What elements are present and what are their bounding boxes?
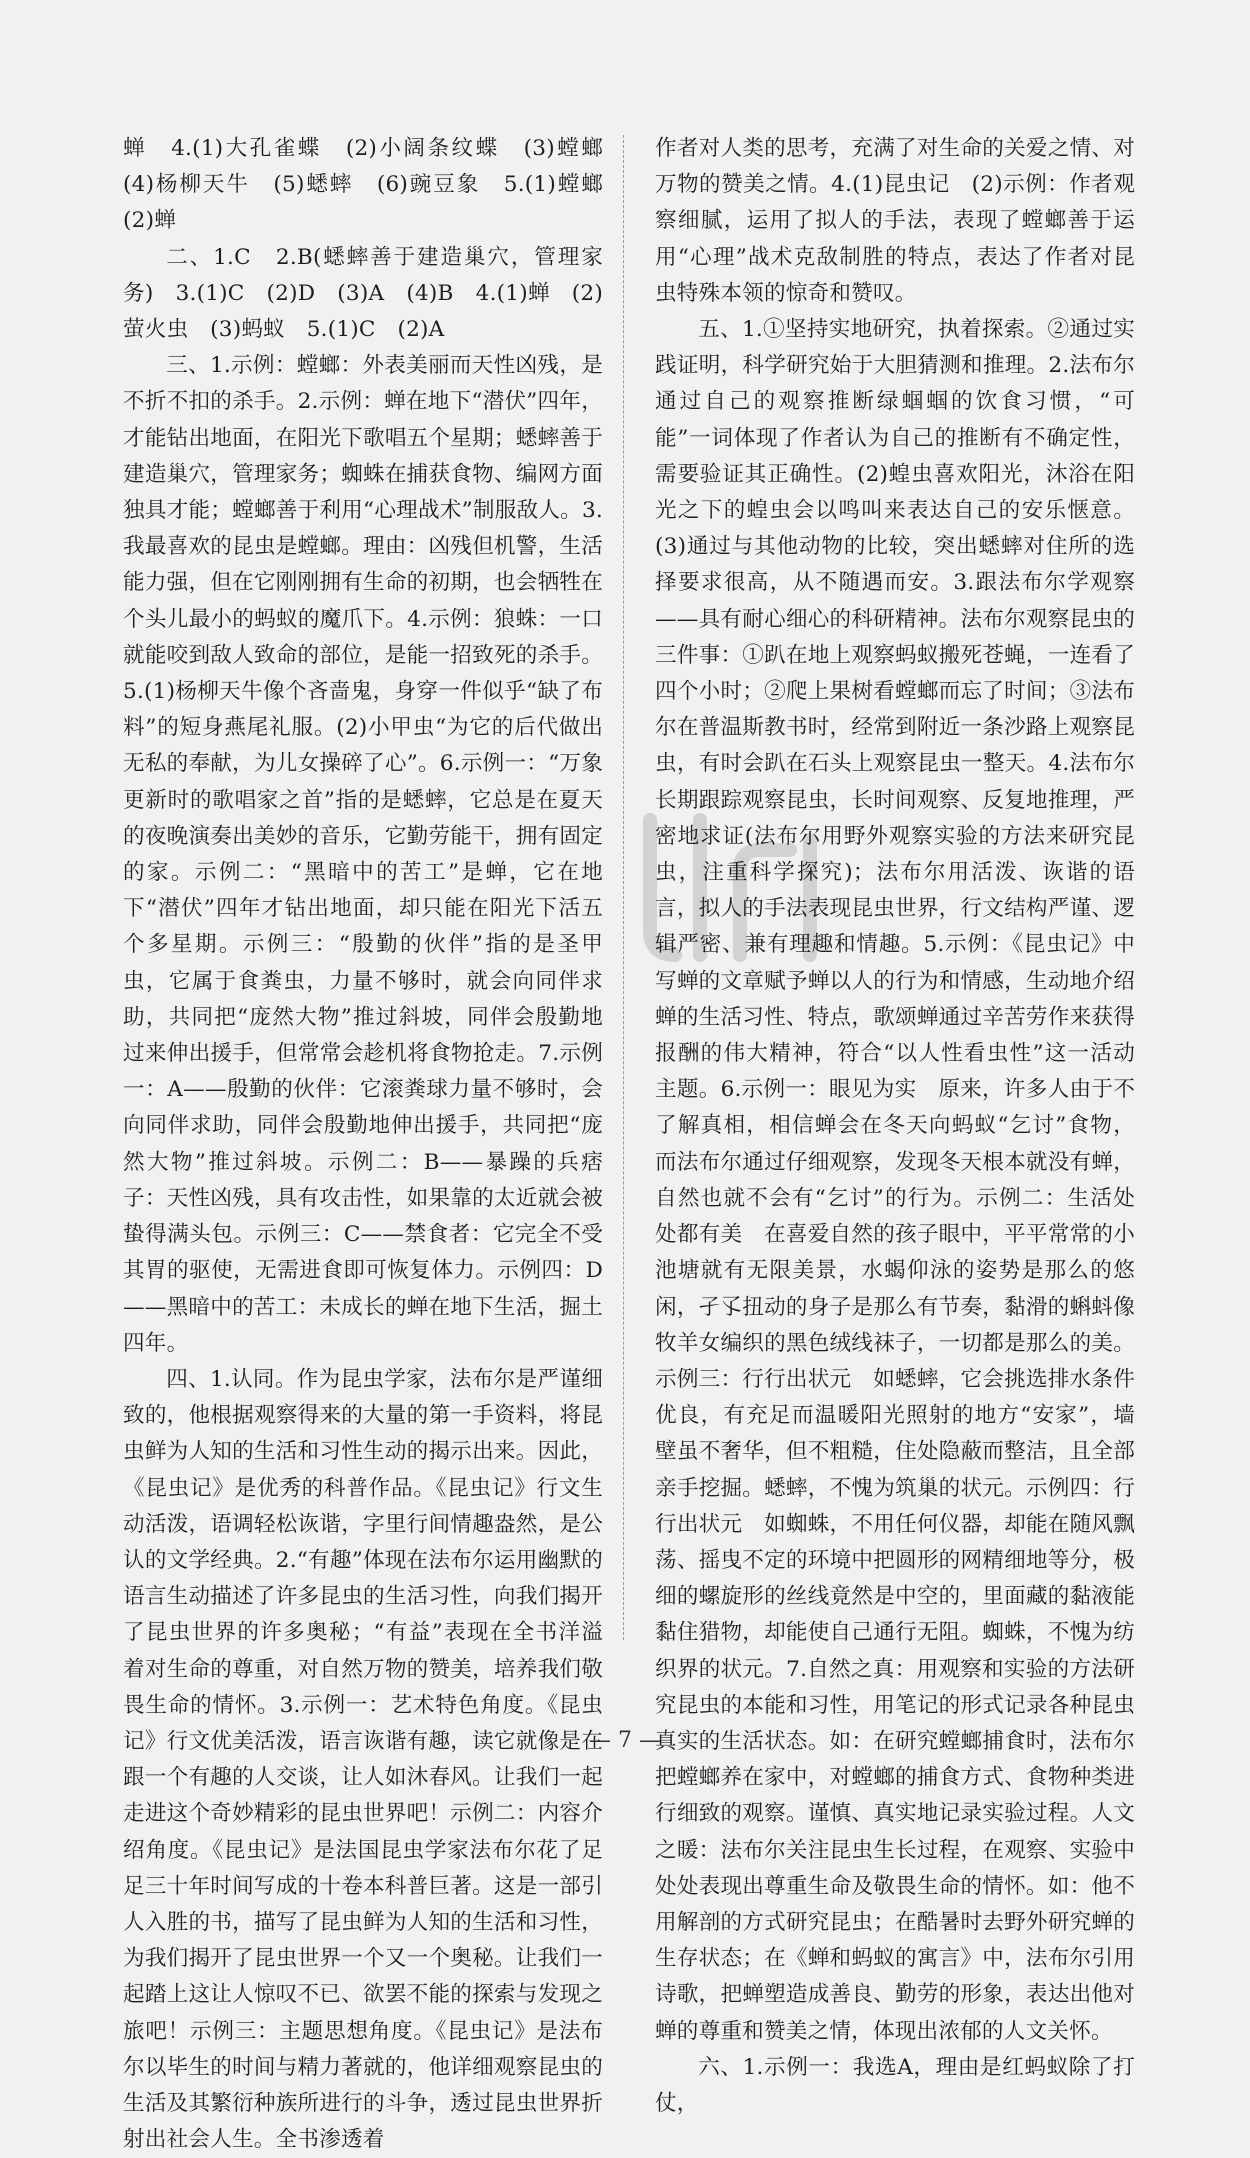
page-number: — 7 — (589, 1728, 661, 1753)
watermark-logo (620, 780, 860, 980)
left-column (123, 131, 625, 2158)
answer-section-2: 二、1.C 2.B(蟋蟀善于建造巢穴，管理家务) 3.(1)C (2)D (3)A (4)B 4.(1)蝉 (2)萤火虫 (3)蚂蚁 5.(1)C (2)A (123, 244, 603, 343)
answer-section-5: 五、1.①坚持实地研究，执着探索。②通过实践证明，科学研究始于大胆猜测和推理。2.法布尔通过自己的观察推断绿蝈蝈的饮食习惯，“可能”一词体现了作者认为自己的推断有不确定性，需要验证其正确性。(2)蝗虫喜欢阳光，沐浴在阳光之下的蝗虫会以鸣叫来表达自己的安乐惬意。(3)通过与其他动物的比较，突出蟋蟀对住所的选择要求很高，从不随遇而安。3.跟法布尔学观察——具有耐心细心的科研精神。法布尔观察昆虫的三件事：①趴在地上观察蚂蚁搬死苍蝇，一连看了四个小时；②爬上果树看螳螂而忘了时间；③法布尔在普温斯教书时，经常到附近一条沙路上观察昆虫，有时会趴在石头上观察昆虫一整天。4.法布尔长期跟踪观察昆虫，长时间观察、反复地推理，严密地求证(法布尔用野外观察实验的方法来研究昆虫，注重科学探究)；法布尔用活泼、诙谐的语言，拟人的手法表现昆虫世界，行文结构严谨、逻辑严密、兼有理趣和情趣。5.示例：《昆虫记》中写蝉的文章赋予蝉以人的行为和情感，生动地介绍蝉的生活习性、特点，歌颂蝉通过辛苦劳作来获得报酬的伟大精神，符合“以人性看虫性”这一活动主题。6.示例一：眼见为实 原来，许多人由于不了解真相，相信蝉会在冬天向蚂蚁“乞讨”食物，而法布尔通过仔细观察，发现冬天根本就没有蝉，自然也就不会有“乞讨”的行为。示例二：生活处处都有美 在喜爱自然的孩子眼中，平平常常的小池塘就有无限美景，水蝎仰泳的姿势是那么的悠闲，孑孓扭动的身子是那么有节奏，黏滑的蝌蚪像牧羊女编织的黑色绒线袜子，一切都是那么的美。示例三：行行出状元 如蟋蟀，它会挑选排水条件优良，有充足而温暖阳光照射的地方“安家”，墙壁虽不奢华，但不粗糙，住处隐蔽而整洁，且全部亲手挖掘。蟋蟀，不愧为筑巢的状元。示例四：行行出状元 如蜘蛛，不用任何仪器，却能在随风飘荡、摇曳不定的环境中把圆形的网精细地等分，极细的螺旋形的丝线竟然是中空的，里面藏的黏液能黏住猎物，却能使自己通行无阻。蜘蛛，不愧为纺织界的状元。7.自然之真：用观察和实验的方法研究昆虫的本能和习性，用笔记的形式记录各种昆虫真实的生活状态。如：在研究螳螂捕食时，法布尔把螳螂养在家中，对螳螂的捕食方式、食物种类进行细致的观察。谨慎、真实地记录实验过程。人文之暖：法布尔关注昆虫生长过程，在观察、实验中处处表现出尊重生命及敬畏生命的情怀。如：他不用解剖的方式研究昆虫；在酷暑时去野外研究蝉的生存状态；在《蝉和蚂蚁的寓言》中，法布尔引用诗歌，把蝉塑造成善良、勤劳的形象，表达出他对蝉的尊重和赞美之情，体现出浓郁的人文关怀。 (655, 317, 1135, 2044)
answer-section-6: 六、1.示例一：我选A，理由是红蚂蚁除了打仗， (655, 2054, 1135, 2116)
answer-section-3: 三、1.示例：螳螂：外表美丽而天性凶残，是不折不扣的杀手。2.示例：蝉在地下“潜伏”四年，才能钻出地面，在阳光下歌唱五个星期；蟋蟀善于建造巢穴，管理家务；蜘蛛在捕获食物、编网方面独具才能；螳螂善于利用“心理战术”制服敌人。3.我最喜欢的昆虫是螳螂。理由：凶残但机警，生活能力强，但在它刚刚拥有生命的初期，也会牺牲在个头儿最小的蚂蚁的魔爪下。4.示例：狼蛛：一口就能咬到敌人致命的部位，是能一招致死的杀手。5.(1)杨柳天牛像个吝啬鬼，身穿一件似乎“缺了布料”的短身燕尾礼服。(2)小甲虫“为它的后代做出无私的奉献，为儿女操碎了心”。6.示例一：“万象更新时的歌唱家之首”指的是蟋蟀，它总是在夏天的夜晚演奏出美妙的音乐，它勤劳能干，拥有固定的家。示例二：“黑暗中的苦工”是蝉，它在地下“潜伏”四年才钻出地面，却只能在阳光下活五个多星期。示例三：“殷勤的伙伴”指的是圣甲虫，它属于食粪虫，力量不够时，就会向同伴求助，共同把“庞然大物”推过斜坡，同伴会殷勤地过来伸出援手，但常常会趁机将食物抢走。7.示例一：A——殷勤的伙伴：它滚粪球力量不够时，会向同伴求助，同伴会殷勤地伸出援手，共同把“庞然大物”推过斜坡。示例二：B——暴躁的兵痞子：天性凶残，具有攻击性，如果靠的太近就会被蛰得满头包。示例三：C——禁食者：它完全不受其胃的驱使，无需进食即可恢复体力。示例四：D——黑暗中的苦工：未成长的蝉在地下生活，掘土四年。 (123, 353, 603, 1356)
answer-section-4-cont: 作者对人类的思考，充满了对生命的关爱之情、对万物的赞美之情。4.(1)昆虫记 (2)示例：作者观察细腻，运用了拟人的手法，表现了螳螂善于运用“心理”战术克敌制胜的特点，表达了作者对昆虫特殊本领的惊奇和赞叹。 (655, 136, 1135, 306)
answer-block-1-cont: 蝉 4.(1)大孔雀蝶 (2)小阔条纹蝶 (3)螳螂 (4)杨柳天牛 (5)蟋蟀 (6)豌豆象 5.(1)螳螂 (2)蝉 (123, 136, 625, 234)
answer-section-4: 四、1.认同。作为昆虫学家，法布尔是严谨细致的，他根据观察得来的大量的第一手资料，将昆虫鲜为人知的生活和习性生动的揭示出来。因此，《昆虫记》是优秀的科普作品。《昆虫记》行文生动活泼，语调轻松诙谐，字里行间情趣盎然，是公认的文学经典。2.“有趣”体现在法布尔运用幽默的语言生动描述了许多昆虫的生活习性，向我们揭开了昆虫世界的许多奥秘；“有益”表现在全书洋溢着对生命的尊重，对自然万物的赞美，培养我们敬畏生命的情怀。3.示例一：艺术特色角度。《昆虫记》行文优美活泼，语言诙谐有趣，读它就像是在跟一个有趣的人交谈，让人如沐春风。让我们一起走进这个奇妙精彩的昆虫世界吧！示例二：内容介绍角度。《昆虫记》是法国昆虫学家法布尔花了足足三十年时间写成的十卷本科普巨著。这是一部引人入胜的书，描写了昆虫鲜为人知的生活和习性，为我们揭开了昆虫世界一个又一个奥秘。让我们一起踏上这让人惊叹不已、欲罢不能的探索与发现之旅吧！示例三：主题思想角度。《昆虫记》是法布尔以毕生的时间与精力著就的，他详细观察昆虫的生活及其繁衍种族所进行的斗争，透过昆虫世界折射出社会人生。全书渗透着 (123, 1366, 603, 2153)
right-column (655, 131, 1135, 2122)
